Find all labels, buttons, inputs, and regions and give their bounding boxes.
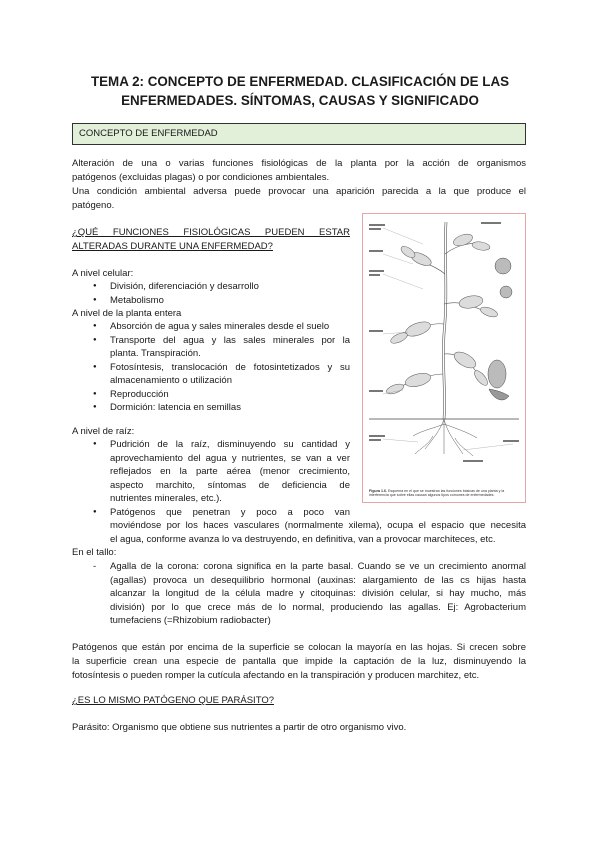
plant-list xyxy=(90,320,350,415)
list-item xyxy=(90,320,350,334)
list-item-text: ● Patógenos que penetran y poco a poco van xyxy=(110,506,350,518)
cellular-list xyxy=(90,280,350,307)
parasite-definition: Parásito: Organismo que obtiene sus nutrientes a partir de otro organismo vivo. xyxy=(72,722,407,733)
question-1-line-2: ALTERADAS DURANTE UNA ENFERMEDAD? xyxy=(72,241,273,252)
document-title xyxy=(70,72,530,110)
list-item-text: ● Transporte del agua y las sales minerales por la xyxy=(110,334,350,346)
list-item: ● División, diferenciación y desarrollo xyxy=(90,280,350,294)
list-item-text: - Agalla de la corona: corona significa en la parte basal. Cuando se ve un crecimiento anormal xyxy=(110,561,526,572)
plant-diagram-figure xyxy=(362,213,526,503)
leaves-line-2: la superficie crean una especie de pantalla que impide la captación de la luz, disminuyendo la xyxy=(72,656,526,667)
intro-line-2: patógenos (excluidas plagas) o por condiciones ambientales. xyxy=(72,172,330,183)
list-item-text: nutrientes minerales, etc.). xyxy=(110,493,222,504)
stem-list xyxy=(90,560,526,628)
leaves-line-3: fotosíntesis o pueden romper la cutícula afectando en la transpiración y producen marchitez, etc. xyxy=(72,670,480,681)
figure-caption xyxy=(369,489,519,498)
list-item: ● Metabolismo xyxy=(90,294,350,308)
list-item-text: ● Fotosíntesis, translocación de fotosintetizados y su xyxy=(110,361,350,373)
figure-caption-text: Esquema en el que se muestran las funciones básicas de una planta y la interferencia que sobre ellas causan algunos tipos comunes de enfermedades. xyxy=(369,488,505,498)
root-heading: A nivel de raíz: xyxy=(72,426,135,437)
plant-heading: A nivel de la planta entera xyxy=(72,308,182,319)
list-item xyxy=(90,506,350,520)
list-item xyxy=(90,361,350,388)
list-item-text: (agallas) provoca un desequilibrio hormonal (auxinas: alargamiento de las cs hijas hasta xyxy=(110,574,526,586)
intro-line-4: patógeno. xyxy=(72,200,115,211)
list-item-text: ● Pudrición de la raíz, disminuyendo su cantidad y xyxy=(110,439,350,450)
list-item xyxy=(90,388,350,402)
list-item-text: Reproducción xyxy=(110,388,169,400)
list-item xyxy=(90,560,526,628)
figure-caption-label: Figura 1.6. xyxy=(369,488,387,493)
list-item-text: aprovechamiento del agua y nutrientes, se van a ver xyxy=(110,452,350,464)
plant-diagram-illustration xyxy=(363,214,525,476)
intro-line-1: Alteración de una o varias funciones fisiológicas de la planta por la acción de organismos xyxy=(72,158,526,169)
list-item-text: Dormición: latencia en semillas xyxy=(110,402,241,413)
section-heading-box: CONCEPTO DE ENFERMEDAD xyxy=(72,123,526,145)
list-item-text: alcanzar la longitud de la célula madre y citoquinas: división celular, si hay mucho, más xyxy=(110,588,526,599)
intro-line-3: Una condición ambiental adversa puede provocar una aparición parecida a la que produce el xyxy=(72,186,526,197)
list-item xyxy=(90,334,350,361)
question-1-line-1: ¿QUÉ FUNCIONES FISIOLÓGICAS PUEDEN ESTAR xyxy=(72,227,350,238)
stem-heading: En el tallo: xyxy=(72,547,117,558)
list-item-text: Absorción de agua y sales minerales desde el suelo xyxy=(110,321,330,332)
title-line-1: TEMA 2: CONCEPTO DE ENFERMEDAD. CLASIFICACIÓN DE LAS xyxy=(90,74,510,89)
list-item-text: tumefaciens (=Rhizobium radiobacter) xyxy=(110,615,271,626)
list-item-text: aspecto marchito, síntomas de deficiencia de xyxy=(110,479,350,491)
title-line-2: ENFERMEDADES. SÍNTOMAS, CAUSAS Y SIGNIFICADO xyxy=(121,93,479,108)
list-item-text: planta. Transpiración. xyxy=(110,348,201,359)
root-list xyxy=(90,438,350,519)
root-item-2-line-3: el agua, conforme avanza lo va destruyendo, en definitiva, van a provocar marchiteces, etc. xyxy=(110,534,496,545)
list-item-text: división) por lo que crece más de lo normal, produciendo las agallas. Ej: Agrobacterium xyxy=(110,601,526,613)
list-item xyxy=(90,401,350,415)
list-item-text: reflejados en la parte aérea (menor crecimiento, xyxy=(110,466,350,477)
cellular-heading: A nivel celular: xyxy=(72,268,134,279)
list-item xyxy=(90,438,350,506)
leaves-line-1: Patógenos que están por encima de la superficie se colocan la mayoría en las hojas. Si crecen sobre xyxy=(72,642,526,653)
list-item-text: almacenamiento o utilización xyxy=(110,375,232,386)
root-item-2-line-2: moviéndose por los haces vasculares (normalmente xilema), ocupa el espacio que necesita xyxy=(110,520,526,531)
question-2: ¿ES LO MISMO PATÓGENO QUE PARÁSITO? xyxy=(72,695,275,706)
